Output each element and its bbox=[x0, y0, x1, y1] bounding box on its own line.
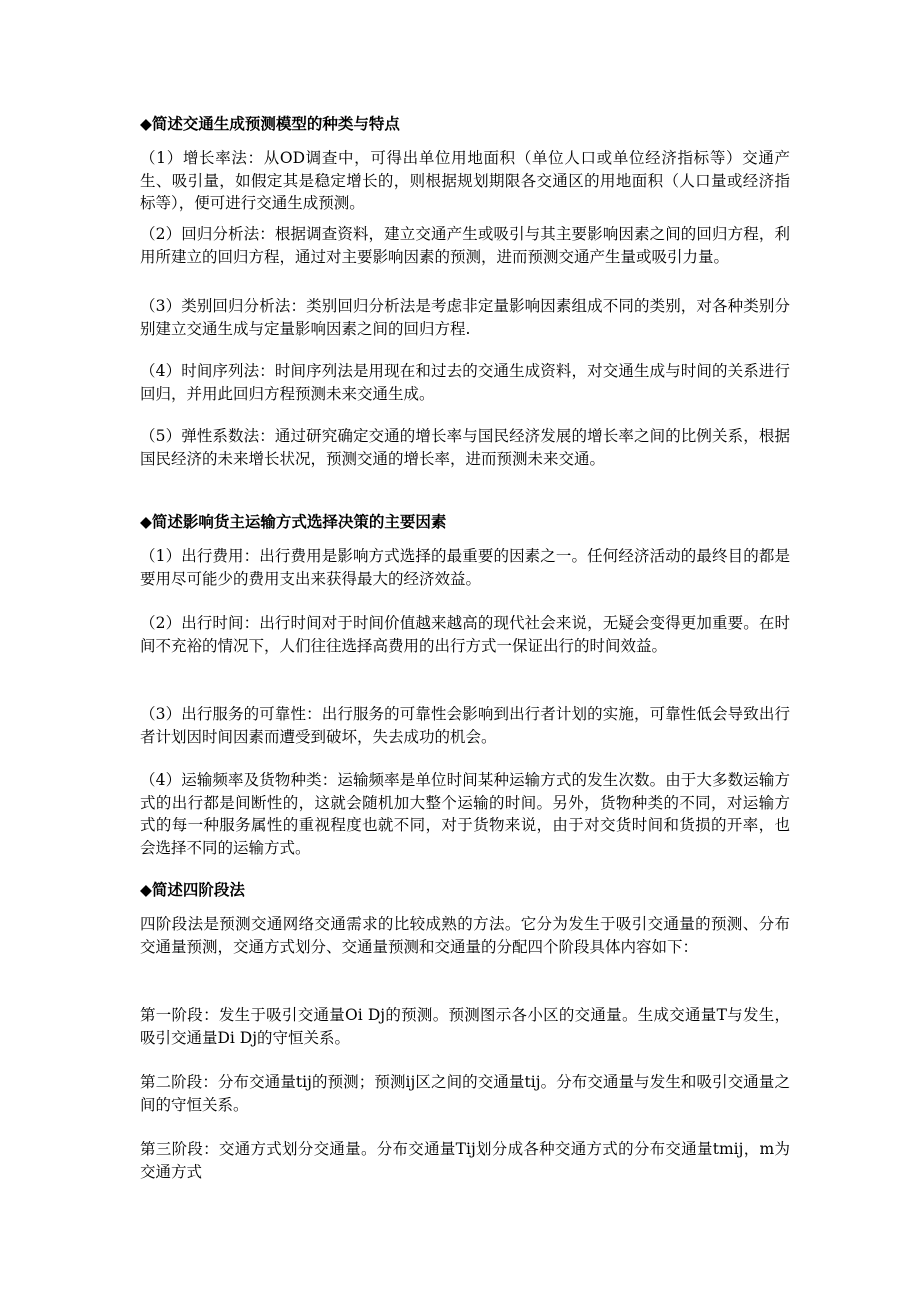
paragraph-frequency-and-goods: （4）运输频率及货物种类：运输频率是单位时间某种运输方式的发生次数。由于大多数运输方式的出行都是间断性的，这就会随机加大整个运输的时间。另外，货物种类的不同，对运输方式的每一种服务属性的重视程度也就不同，对于货物来说，由于对交货时间和货损的开率，也会选择不同的运输方式。 bbox=[140, 771, 790, 857]
paragraph-stage-three: 第三阶段：交通方式划分交通量。分布交通量Tij划分成各种交通方式的分布交通量tmij，m为交通方式 bbox=[140, 1140, 790, 1181]
section-heading-trip-generation: ◆简述交通生成预测模型的种类与特点 bbox=[140, 115, 400, 133]
section-heading-four-step-method: ◆简述四阶段法 bbox=[140, 881, 245, 899]
paragraph-service-reliability: （3）出行服务的可靠性：出行服务的可靠性会影响到出行者计划的实施，可靠性低会导致出行者计划因时间因素而遭受到破坏，失去成功的机会。 bbox=[140, 705, 790, 746]
paragraph-time-series-method: （4）时间序列法：时间序列法是用现在和过去的交通生成资料，对交通生成与时间的关系进行回归，并用此回归方程预测未来交通生成。 bbox=[140, 362, 790, 403]
paragraph-growth-rate-method: （1）增长率法：从OD调查中，可得出单位用地面积（单位人口或单位经济指标等）交通产生、吸引量，如假定其是稳定增长的，则根据规划期限各交通区的用地面积（人口量或经济指标等），便可进行交通生成预测。 bbox=[140, 149, 790, 212]
paragraph-travel-cost: （1）出行费用：出行费用是影响方式选择的最重要的因素之一。任何经济活动的最终目的都是要用尽可能少的费用支出来获得最大的经济效益。 bbox=[140, 547, 790, 588]
section-heading-mode-choice-factors: ◆简述影响货主运输方式选择决策的主要因素 bbox=[140, 513, 447, 531]
paragraph-stage-one: 第一阶段：发生于吸引交通量Oi Dj的预测。预测图示各小区的交通量。生成交通量T与发生，吸引交通量Di Dj的守恒关系。 bbox=[140, 1006, 790, 1047]
paragraph-elasticity-method: （5）弹性系数法：通过研究确定交通的增长率与国民经济发展的增长率之间的比例关系，根据国民经济的未来增长状况，预测交通的增长率，进而预测未来交通。 bbox=[140, 427, 790, 468]
paragraph-stage-two: 第二阶段：分布交通量tij的预测；预测ij区之间的交通量tij。分布交通量与发生和吸引交通量之间的守恒关系。 bbox=[140, 1073, 790, 1114]
paragraph-travel-time: （2）出行时间：出行时间对于时间价值越来越高的现代社会来说，无疑会变得更加重要。在时间不充裕的情况下，人们往往选择高费用的出行方式一保证出行的时间效益。 bbox=[140, 614, 790, 655]
paragraph-four-step-intro: 四阶段法是预测交通网络交通需求的比较成熟的方法。它分为发生于吸引交通量的预测、分布交通量预测，交通方式划分、交通量预测和交通量的分配四个阶段具体内容如下： bbox=[140, 915, 790, 956]
paragraph-regression-method: （2）回归分析法：根据调查资料，建立交通产生或吸引与其主要影响因素之间的回归方程，利用所建立的回归方程，通过对主要影响因素的预测，进而预测交通产生量或吸引力量。 bbox=[140, 225, 790, 266]
paragraph-category-regression-method: （3）类别回归分析法：类别回归分析法是考虑非定量影响因素组成不同的类别，对各种类别分别建立交通生成与定量影响因素之间的回归方程. bbox=[140, 297, 790, 338]
